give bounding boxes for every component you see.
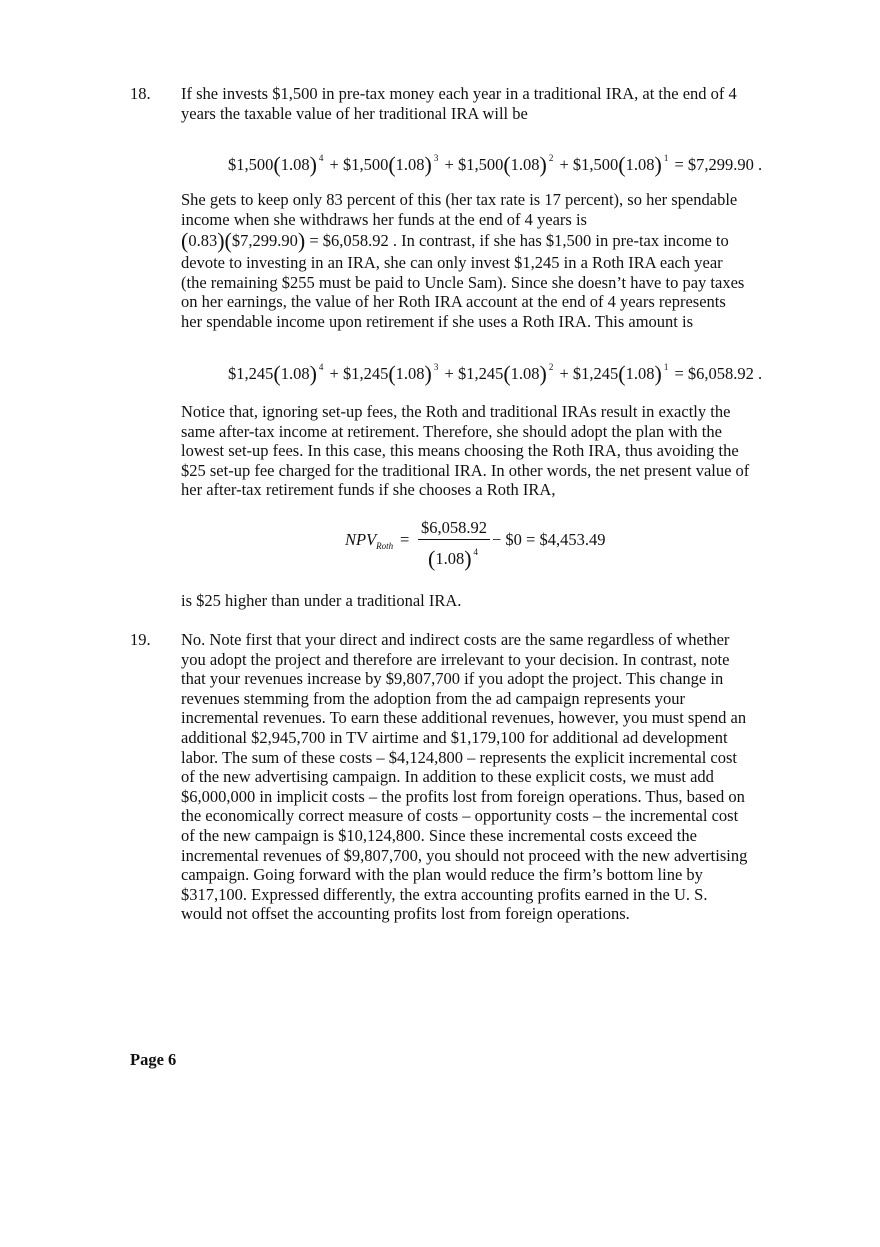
text-line: lowest set-up fees. In this case, this means choosing the Roth IRA, thus avoiding the — [181, 441, 739, 461]
npv-result: − $0 = $4,453.49 — [492, 530, 606, 549]
eq-exponent: 3 — [433, 362, 439, 372]
text-line: that your revenues increase by $9,807,700 if you adopt the project. This change in — [181, 669, 724, 689]
eq-rate: 1.08 — [510, 364, 540, 383]
text-line: campaign. Going forward with the plan would reduce the firm’s bottom line by — [181, 865, 703, 885]
eq-coef: $1,500 — [228, 155, 274, 174]
text-line: (the remaining $255 must be paid to Uncle Sam). Since she doesn’t have to pay taxes — [181, 272, 745, 292]
eq-rate: 1.08 — [510, 155, 540, 174]
inline-result: = $6,058.92 . — [309, 231, 397, 251]
npv-denominator: (1.08) $^4$ — [427, 546, 479, 571]
eq-rate: 1.08 — [280, 364, 310, 383]
text-line: No. Note first that your direct and indirect costs are the same regardless of whether — [181, 630, 730, 649]
text-line: Notice that, ignoring set-up fees, the Roth and traditional IRAs result in exactly the — [181, 402, 731, 421]
text-line: would not offset the accounting profits lost from foreign operations. — [181, 904, 630, 924]
inline-tail: In contrast, if she has $1,500 in pre-tax income to — [397, 231, 729, 251]
text-line: on her earnings, the value of her Roth IRA account at the end of 4 years represents — [181, 292, 726, 312]
eq-rate: 1.08 — [625, 155, 655, 174]
problem-19-body — [181, 630, 781, 924]
text-line: devote to investing in an IRA, she can only invest $1,245 in a Roth IRA each year — [181, 253, 723, 273]
npv-denominator-exponent: 4 — [473, 547, 479, 557]
paragraph-spendable-income — [181, 190, 781, 332]
text-line: is $25 higher than under a traditional IRA. — [181, 591, 462, 610]
npv-subscript: Roth — [376, 541, 394, 551]
inline-equation-line: (0.83)($7,299.90) = $6,058.92 . In contrast, if she has $1,500 in pre-tax income to — [181, 228, 729, 254]
text-line: additional $2,945,700 in TV airtime and $1,179,100 for additional ad development — [181, 727, 728, 747]
text-line: labor. The sum of these costs – $4,124,800 – represents the explicit incremental cost — [181, 747, 737, 767]
eq-rate: 1.08 — [395, 155, 425, 174]
equation-roth-ira: $1,245(1.08) $^4$ + $1,245(1.08) $^3$ + $1,245(1.08) $^2$ + $1,245(1.08) $^1$ = $6,058.92 . — [228, 361, 763, 386]
text-line: incremental revenues of $9,807,700, you should not proceed with the new advertising — [181, 845, 748, 865]
eq-coef: $1,245 — [342, 364, 389, 383]
text-line: of the new advertising campaign. In addition to these explicit costs, we must add — [181, 767, 714, 787]
eq-exponent: 1 — [663, 153, 669, 163]
text-line: She gets to keep only 83 percent of this (her tax rate is 17 percent), so her spendable — [181, 190, 738, 209]
text-line: $6,000,000 in implicit costs – the profits lost from foreign operations. Thus, based on — [181, 786, 745, 806]
equation-traditional-ira: $1,500(1.08) $^4$ + $1,500(1.08) $^3$ + $1,500(1.08) $^2$ + $1,500(1.08) $^1$ = $7,299.90 . — [228, 152, 763, 177]
eq-exponent: 1 — [663, 362, 669, 372]
text-line: her spendable income upon retirement if she uses a Roth IRA. This amount is — [181, 311, 694, 331]
eq-coef: $1,245 — [228, 364, 274, 383]
eq-coef: $1,500 — [342, 155, 389, 174]
text-line: the economically correct measure of costs – opportunity costs – the incremental cost — [181, 806, 739, 826]
eq-exponent: 3 — [433, 153, 439, 163]
paragraph-roth-comparison — [181, 402, 781, 500]
text-line: years the taxable value of her traditional IRA will be — [181, 103, 528, 123]
eq-exponent: 2 — [548, 153, 554, 163]
eq-exponent: 4 — [318, 153, 324, 163]
eq-result: = $6,058.92 . — [674, 364, 763, 383]
eq-result: = $7,299.90 . — [674, 155, 763, 174]
eq-coef: $1,500 — [572, 155, 619, 174]
eq-coef: $1,500 — [457, 155, 504, 174]
text-line: revenues stemming from the adoption from the ad campaign represents your — [181, 688, 686, 708]
eq-rate: 1.08 — [280, 155, 310, 174]
text-line: income when she withdraws her funds at the end of 4 years is — [181, 209, 587, 229]
npv-fraction — [418, 518, 490, 569]
fraction-bar — [418, 539, 490, 540]
text-line: incremental revenues. To earn these additional revenues, however, you must spend an — [181, 708, 747, 728]
eq-exponent: 2 — [548, 362, 554, 372]
eq-coef: $1,245 — [572, 364, 619, 383]
text-line: you adopt the project and therefore are irrelevant to your decision. In contrast, note — [181, 649, 730, 669]
text-line: $317,100. Expressed differently, the extra accounting profits earned in the U. S. — [181, 884, 708, 904]
text-line: $25 set-up fee charged for the traditional IRA. In other words, the net present value of — [181, 460, 750, 480]
inline-factor: $7,299.90 — [231, 231, 298, 251]
eq-exponent: 4 — [318, 362, 324, 372]
problem-number: 18. — [130, 84, 151, 103]
npv-label: $NPV_{Roth}$ — [345, 530, 394, 551]
page-number: Page 6 — [130, 1050, 177, 1069]
problem-18-intro — [181, 84, 781, 123]
paragraph-closing — [181, 591, 781, 611]
text-line: her after-tax retirement funds if she chooses a Roth IRA, — [181, 480, 556, 500]
text-line: of the new campaign is $10,124,800. Since these incremental costs exceed the — [181, 825, 697, 845]
eq-coef: $1,245 — [457, 364, 504, 383]
problem-number: 19. — [130, 630, 151, 649]
inline-factor: 0.83 — [188, 231, 218, 251]
npv-numerator: $6,058.92 — [421, 518, 487, 537]
eq-rate: 1.08 — [395, 364, 425, 383]
text-line: same after-tax income at retirement. Therefore, she should adopt the plan with the — [181, 421, 722, 441]
npv-equals: = — [400, 530, 410, 549]
eq-rate: 1.08 — [625, 364, 655, 383]
text-line: If she invests $1,500 in pre-tax money each year in a traditional IRA, at the end of 4 — [181, 84, 737, 103]
